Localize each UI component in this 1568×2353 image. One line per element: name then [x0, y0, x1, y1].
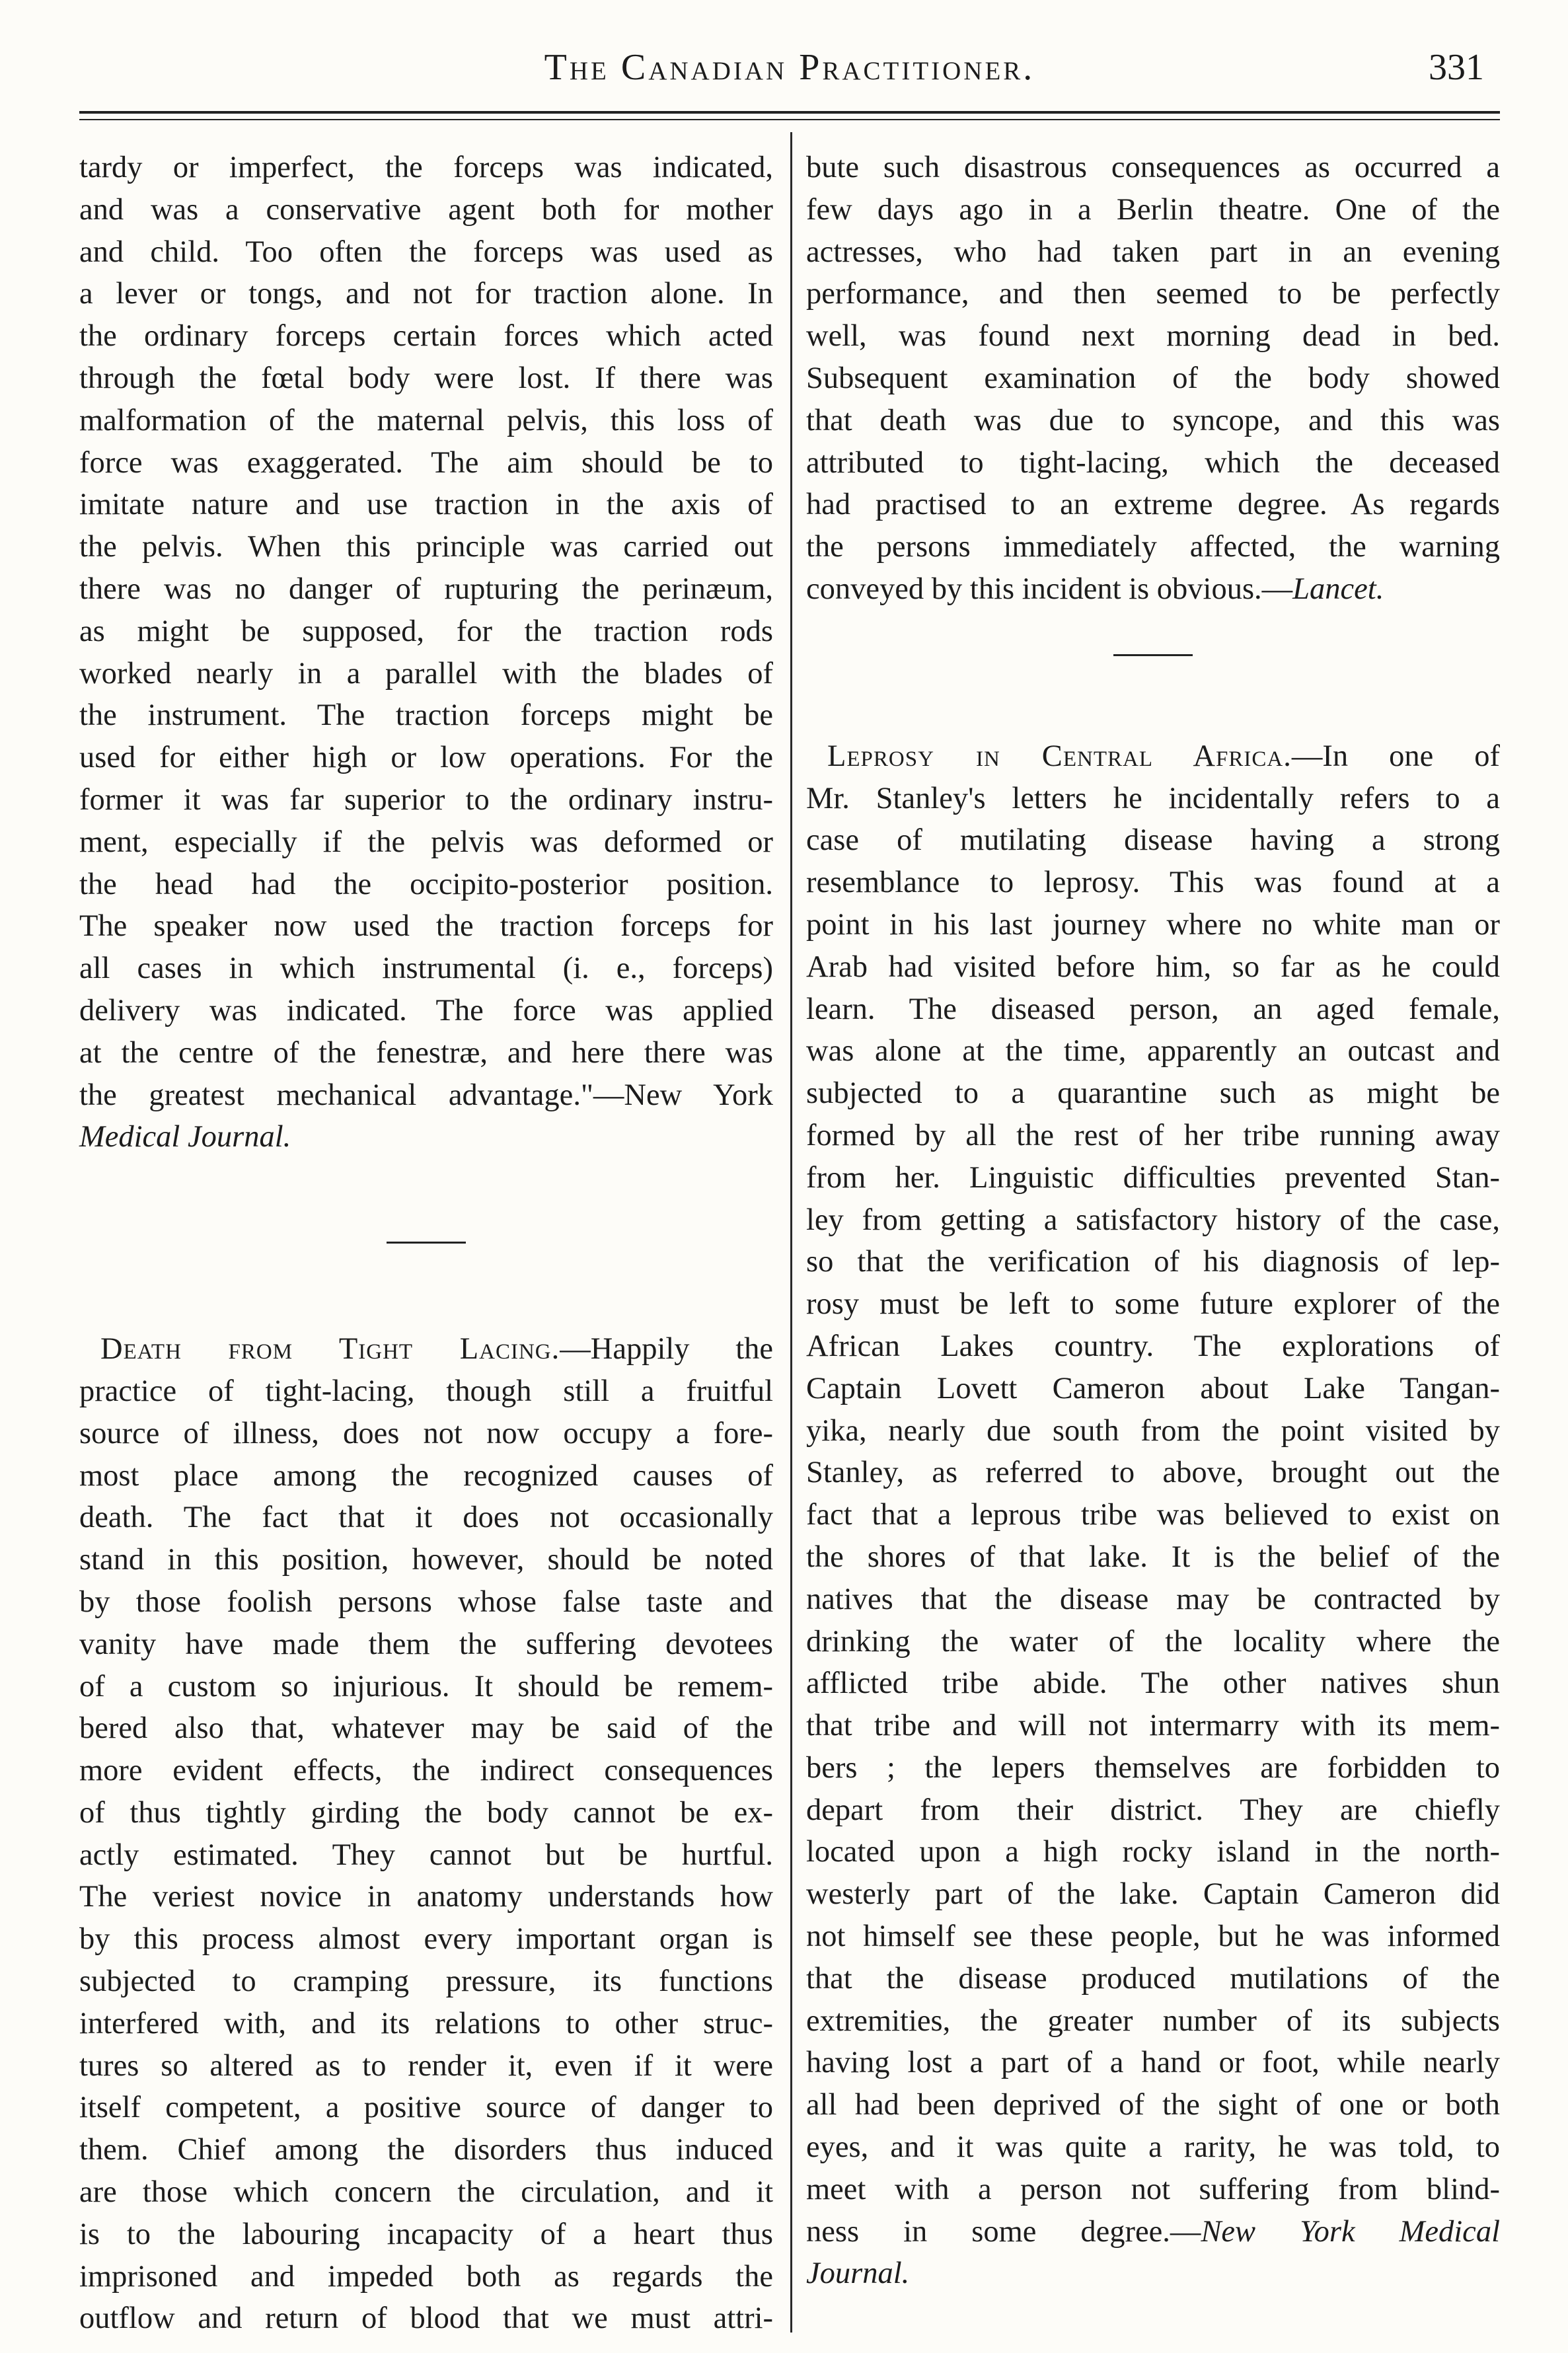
text-line: of thus tightly girding the body cannot be ex-: [79, 1795, 773, 1830]
article-heading: Death from Tight Lacing.: [100, 1332, 560, 1366]
forceps-article-continuation: [79, 147, 773, 1158]
text-line: imitate nature and use traction in the axis of: [79, 488, 773, 522]
text-line: actresses, who had taken part in an evening: [806, 235, 1500, 269]
text-line: tardy or imperfect, the forceps was indicated,: [79, 151, 773, 184]
text-line: a lever or tongs, and not for traction alone. In: [79, 277, 773, 311]
tight-lacing-article: [79, 1328, 773, 2340]
text-line: at the centre of the fenestræ, and here there was: [79, 1035, 773, 1070]
text-line: used for either high or low operations. For the: [79, 741, 773, 775]
text-line: is to the labouring incapacity of a heart thus: [79, 2217, 773, 2251]
text-line: westerly part of the lake. Captain Cameron did: [806, 1877, 1500, 1912]
text-line: bute such disastrous consequences as occurred a: [806, 151, 1500, 184]
text-fragment: conveyed by this incident is obvious.—: [806, 572, 1293, 606]
text-line: actly estimated. They cannot but be hurtful.: [79, 1838, 773, 1872]
text-line: are those which concern the circulation, and it: [79, 2175, 773, 2210]
text-line: The speaker now used the traction forceps for: [79, 909, 773, 944]
running-header: [79, 41, 1500, 100]
text-line: not himself see these people, but he was informed: [806, 1920, 1500, 1954]
text-line: extremities, the greater number of its subjects: [806, 2003, 1500, 2038]
text-line: performance, and then seemed to be perfectly: [806, 277, 1500, 311]
citation-line: Journal.: [806, 2257, 910, 2291]
text-line: having lost a part of a hand or foot, while nearly: [806, 2046, 1500, 2080]
text-line: that the disease produced mutilations of the: [806, 1961, 1500, 1996]
text-line: bers ; the lepers themselves are forbidden to: [806, 1750, 1500, 1785]
text-line: was alone at the time, apparently an outcast and: [806, 1034, 1500, 1068]
text-line: the pelvis. When this principle was carried out: [79, 530, 773, 564]
text-line: by those foolish persons whose false taste and: [79, 1585, 773, 1619]
text-line: as might be supposed, for the traction rods: [79, 614, 773, 648]
text-line: all had been deprived of the sight of one or both: [806, 2088, 1500, 2122]
text-line: all cases in which instrumental (i. e., forceps): [79, 952, 773, 986]
leprosy-article: [806, 735, 1500, 2295]
article-heading: Leprosy in Central Africa.: [827, 739, 1292, 773]
text-line: bered also that, whatever may be said of the: [79, 1711, 773, 1746]
text-line: eyes, and it was quite a rarity, he was told, to: [806, 2130, 1500, 2165]
text-line: subjected to cramping pressure, its functions: [79, 1964, 773, 1999]
text-line: meet with a person not suffering from blind-: [806, 2172, 1500, 2206]
article-heading-line: [79, 1328, 773, 1370]
text-line: attributed to tight-lacing, which the deceased: [806, 445, 1500, 480]
text-line: well, was found next morning dead in bed.: [806, 319, 1500, 354]
text-line: ley from getting a satisfactory history of the case,: [806, 1203, 1500, 1237]
text-line: the persons immediately affected, the warning: [806, 530, 1500, 564]
text-line: case of mutilating disease having a strong: [806, 823, 1500, 858]
citation: New York Medical: [1201, 2214, 1500, 2249]
text-line: there was no danger of rupturing the perinæum,: [79, 572, 773, 606]
text-line: depart from their district. They are chiefly: [806, 1793, 1500, 1827]
header-rule-thin: [79, 119, 1500, 120]
page-number: 331: [1429, 47, 1484, 88]
text-line: Mr. Stanley's letters he incidentally refers to a: [806, 781, 1500, 815]
text-line: more evident effects, the indirect consequences: [79, 1754, 773, 1788]
text-line: Captain Lovett Cameron about Lake Tangan-: [806, 1371, 1500, 1405]
text-line: that death was due to syncope, and this was: [806, 403, 1500, 437]
text-line: that tribe and will not intermarry with its mem-: [806, 1709, 1500, 1743]
text-line: the shores of that lake. It is the belief of the: [806, 1540, 1500, 1574]
text-line: from her. Linguistic difficulties prevented Stan-: [806, 1160, 1500, 1195]
article-heading-line: [806, 735, 1500, 778]
text-line: source of illness, does not now occupy a fore-: [79, 1416, 773, 1450]
text-line: vanity have made them the suffering devotees: [79, 1627, 773, 1661]
text-line: formed by all the rest of her tribe running away: [806, 1118, 1500, 1152]
text-line: former it was far superior to the ordinary instru-: [79, 782, 773, 817]
text-line: drinking the water of the locality where the: [806, 1624, 1500, 1659]
text-line: practice of tight-lacing, though still a fruitful: [79, 1374, 773, 1408]
text-line: African Lakes country. The explorations of: [806, 1329, 1500, 1363]
text-fragment: ness in some degree.—: [806, 2214, 1201, 2249]
text-line: the head had the occipito-posterior position.: [79, 867, 773, 901]
text-line: so that the verification of his diagnosis of lep-: [806, 1245, 1500, 1279]
text-line: yika, nearly due south from the point visited by: [806, 1413, 1500, 1448]
text-line: had practised to an extreme degree. As regards: [806, 488, 1500, 522]
text-line: the greatest mechanical advantage."—New York: [79, 1078, 773, 1112]
citation-line: Medical Journal.: [79, 1120, 291, 1154]
text-line: rosy must be left to some future explorer of the: [806, 1287, 1500, 1322]
right-column: [806, 147, 1500, 2295]
text-fragment: —In one of: [1291, 739, 1501, 773]
text-line: force was exaggerated. The aim should be to: [79, 445, 773, 480]
text-line: itself competent, a positive source of danger to: [79, 2091, 773, 2125]
header-rule-thick: [79, 111, 1500, 114]
text-line: located upon a high rocky island in the north-: [806, 1835, 1500, 1869]
text-line: worked nearly in a parallel with the blades of: [79, 656, 773, 691]
text-line: Arab had visited before him, so far as he could: [806, 950, 1500, 984]
text-line: most place among the recognized causes of: [79, 1458, 773, 1493]
text-line: stand in this position, however, should be noted: [79, 1543, 773, 1577]
text-line: point in his last journey where no white man or: [806, 907, 1500, 942]
text-line: of a custom so injurious. It should be remem-: [79, 1669, 773, 1703]
text-line: ment, especially if the pelvis was deformed or: [79, 825, 773, 859]
text-line: few days ago in a Berlin theatre. One of the: [806, 192, 1500, 227]
text-line: The veriest novice in anatomy understands how: [79, 1880, 773, 1914]
text-line: them. Chief among the disorders thus induced: [79, 2133, 773, 2167]
citation: Lancet.: [1292, 572, 1384, 606]
text-line: afflicted tribe abide. The other natives shun: [806, 1666, 1500, 1701]
text-line: subjected to a quarantine such as might be: [806, 1076, 1500, 1111]
citation-line: [806, 568, 1500, 611]
text-line: the instrument. The traction forceps might be: [79, 698, 773, 733]
text-line: the ordinary forceps certain forces which acted: [79, 319, 773, 354]
text-line: imprisoned and impeded both as regards the: [79, 2259, 773, 2294]
citation-line: [806, 2211, 1500, 2253]
text-line: tures so altered as to render it, even if it were: [79, 2048, 773, 2083]
text-line: through the fœtal body were lost. If there was: [79, 361, 773, 395]
text-line: and child. Too often the forceps was used as: [79, 235, 773, 269]
text-fragment: —Happily the: [560, 1332, 773, 1366]
text-line: by this process almost every important organ is: [79, 1922, 773, 1957]
left-column: [79, 147, 773, 2340]
column-divider: [790, 132, 792, 2333]
text-line: outflow and return of blood that we must attri-: [79, 2301, 773, 2336]
text-line: malformation of the maternal pelvis, this loss of: [79, 403, 773, 437]
text-line: fact that a leprous tribe was believed to exist on: [806, 1498, 1500, 1532]
text-line: natives that the disease may be contracted by: [806, 1582, 1500, 1616]
text-line: resemblance to leprosy. This was found at a: [806, 866, 1500, 900]
text-line: and was a conservative agent both for mother: [79, 192, 773, 227]
text-line: death. The fact that it does not occasionally: [79, 1501, 773, 1535]
text-line: Stanley, as referred to above, brought out the: [806, 1456, 1500, 1490]
text-line: delivery was indicated. The force was applied: [79, 993, 773, 1027]
text-line: learn. The diseased person, an aged female,: [806, 992, 1500, 1026]
tight-lacing-article-continuation: [806, 147, 1500, 611]
text-line: interfered with, and its relations to other struc-: [79, 2006, 773, 2040]
text-line: Subsequent examination of the body showed: [806, 361, 1500, 395]
journal-title: The Canadian Practitioner.: [544, 47, 1035, 88]
